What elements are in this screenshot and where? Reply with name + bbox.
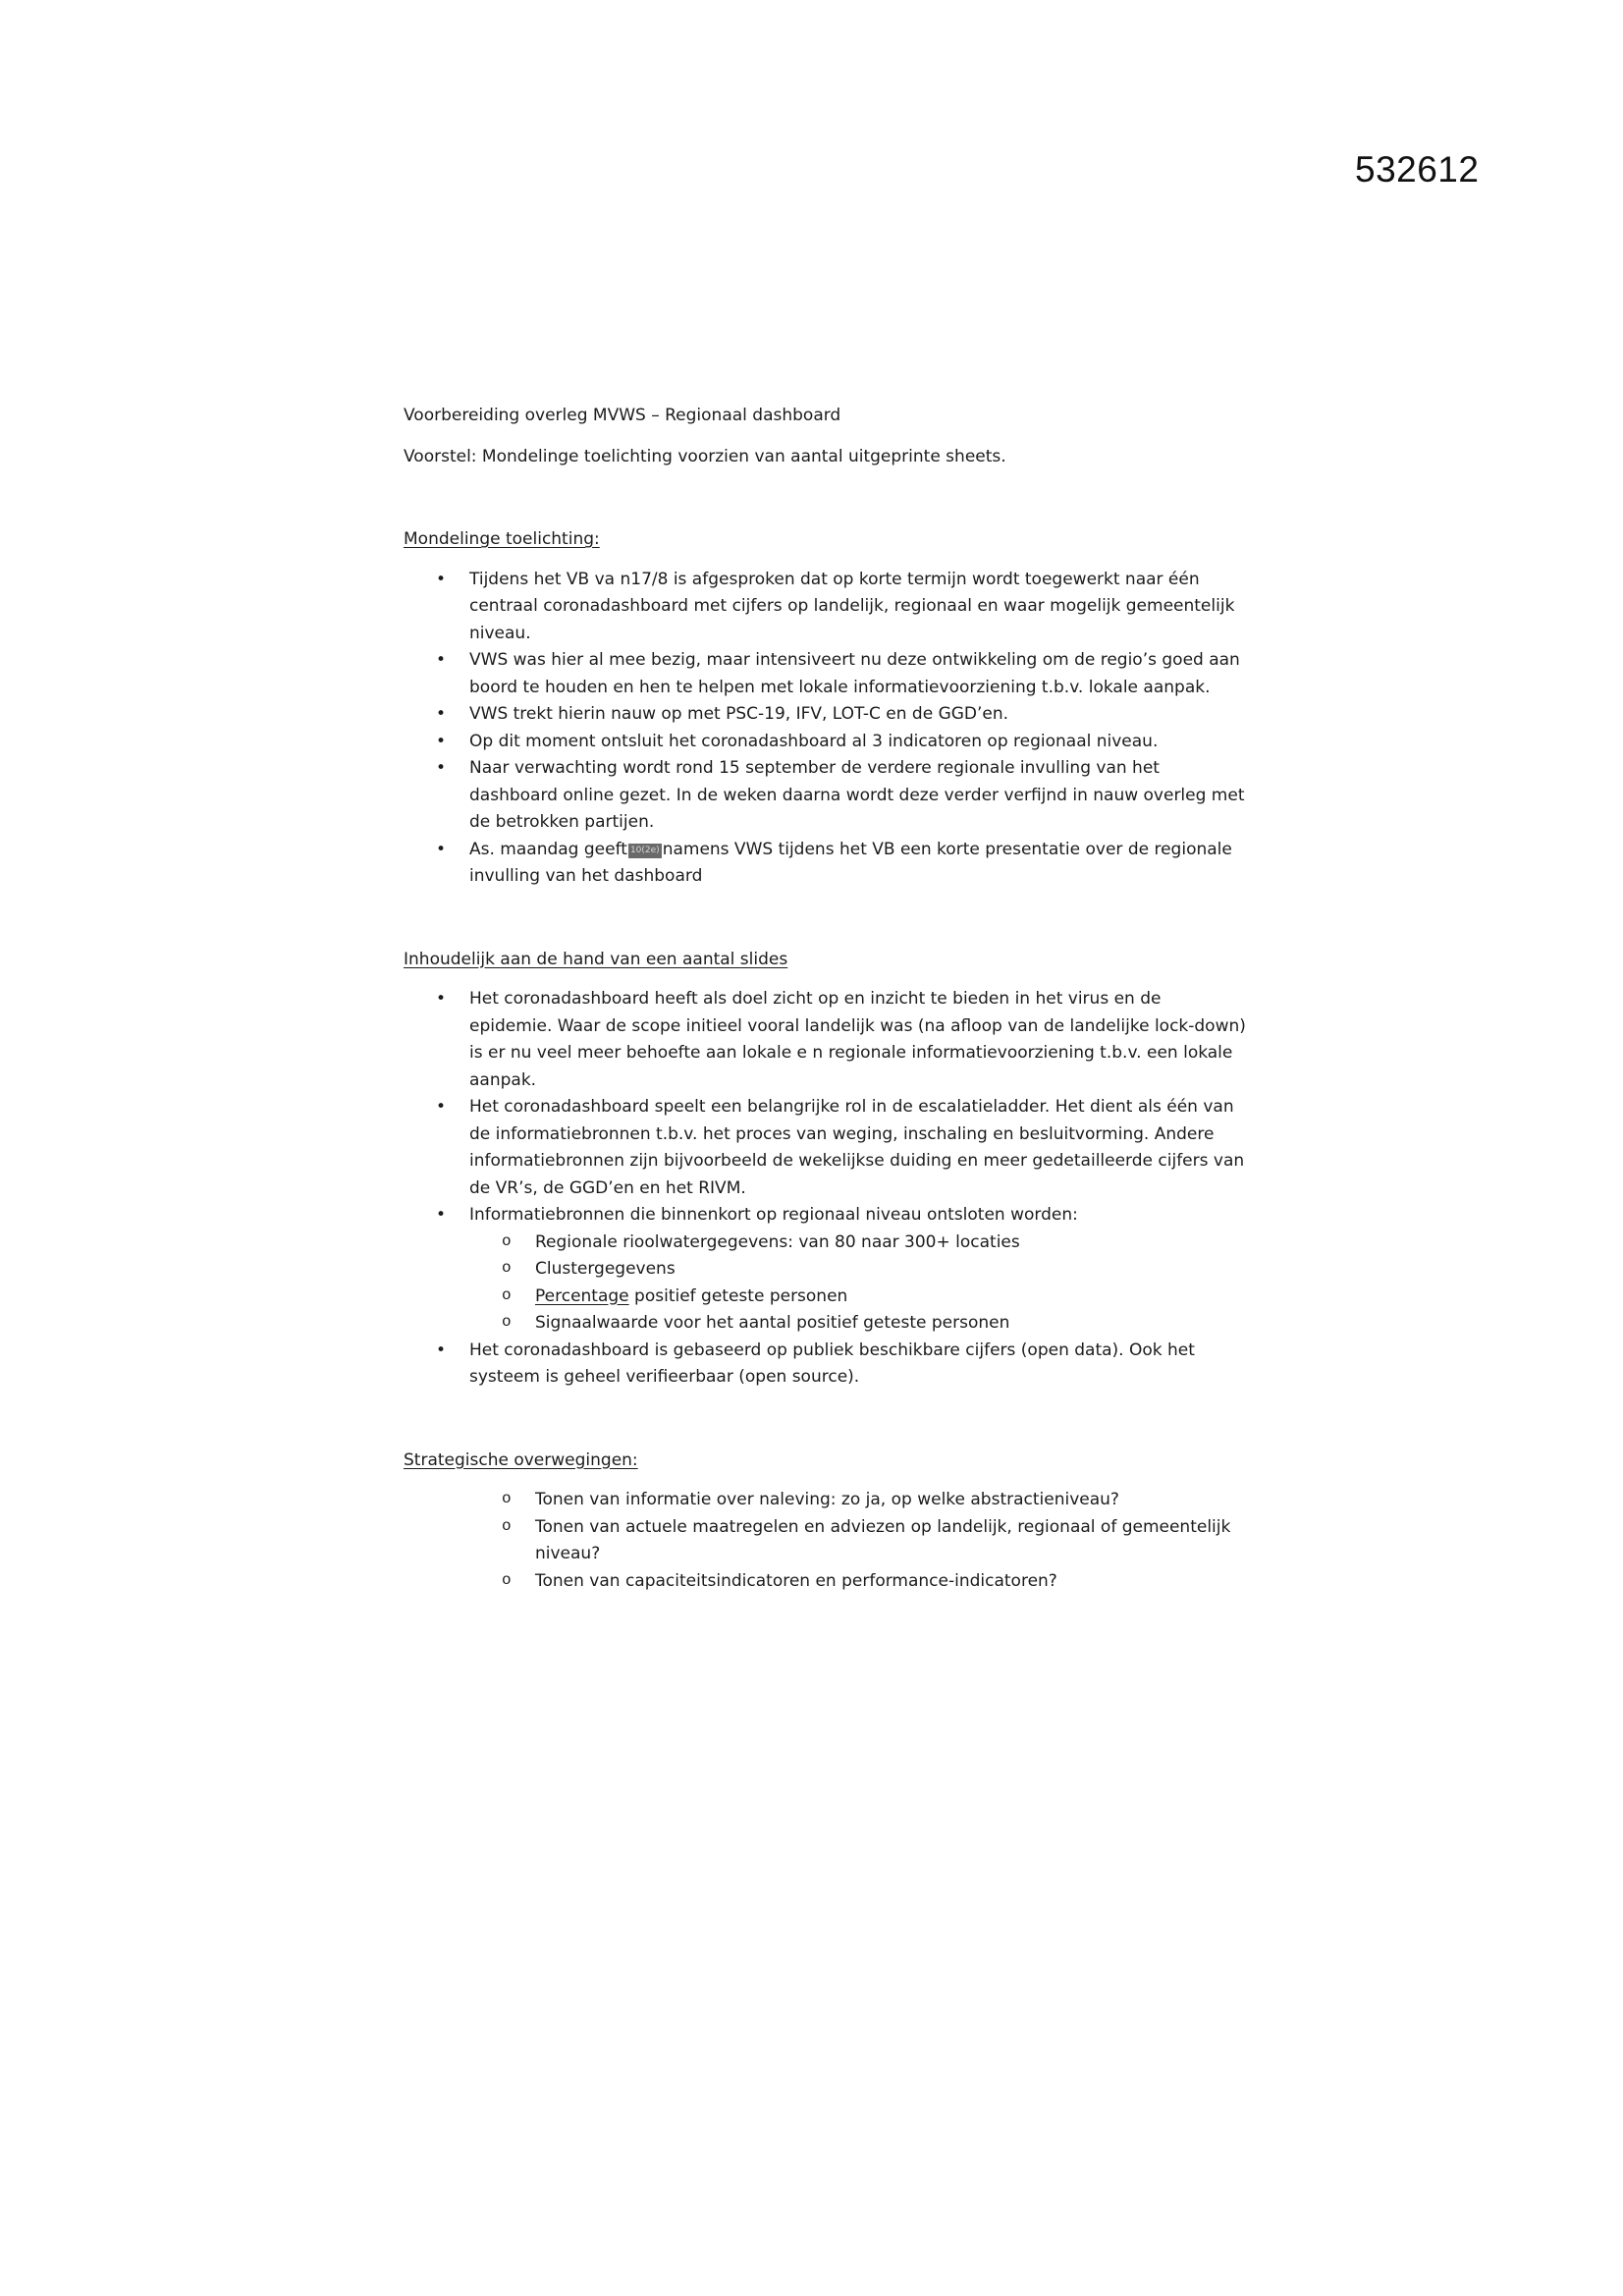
list-item: • Tijdens het VB va n17/8 is afgesproken dat op korte termijn wordt toegewerkt naar één centraal coronadashboard met cijfers op landelijk, regionaal en waar mogelijk gemeentelijk niveau.: [404, 567, 1248, 648]
list-item: [404, 1202, 1248, 1338]
sub-list-informatiebronnen: [469, 1230, 1248, 1338]
sub-list-item: o Clustergegevens: [469, 1256, 1248, 1284]
proposal-text: Voorstel: Mondelinge toelichting voorzien van aantal uitgeprinte sheets.: [404, 446, 1006, 466]
section-heading-mondelinge-toelichting: Mondelinge toelichting:: [404, 529, 600, 549]
list-item: [404, 837, 1248, 891]
sub-list-item: o Tonen van capaciteitsindicatoren en performance-indicatoren?: [404, 1568, 1248, 1596]
document-title: Voorbereiding overleg MVWS – Regionaal dashboard: [404, 406, 841, 425]
sub-list-item: o Regionale rioolwatergegevens: van 80 naar 300+ locaties: [469, 1230, 1248, 1257]
list-item-text: namens VWS tijdens het VB een korte presentatie over de regionale invulling van het dashboard: [469, 839, 1232, 886]
sub-list-item: o Tonen van informatie over naleving: zo ja, op welke abstractieniveau?: [404, 1487, 1248, 1514]
list-item-text: Informatiebronnen die binnenkort op regionaal niveau ontsloten worden:: [469, 1205, 1078, 1225]
sub-list-item-text: positief geteste personen: [628, 1285, 848, 1306]
list-item: • Naar verwachting wordt rond 15 september de verdere regionale invulling van het dashboard online gezet. In de weken daarna wordt deze verder verfijnd in nauw overleg met de betrokken partijen.: [404, 755, 1248, 837]
bullet-list-mondelinge-toelichting: [404, 567, 1248, 891]
list-item-text: As. maandag geeft: [469, 839, 627, 859]
list-item: • Het coronadashboard is gebaseerd op publiek beschikbare cijfers (open data). Ook het systeem is geheel verifieerbaar (open source).: [404, 1338, 1248, 1392]
sub-list-item: [469, 1284, 1248, 1311]
bullet-list-inhoudelijk: [404, 986, 1248, 1392]
redaction-marker: 10(2e): [628, 844, 662, 858]
section-spacer: [404, 891, 1248, 947]
section-heading-strategische-overwegingen: Strategische overwegingen:: [404, 1449, 638, 1470]
list-item: • Het coronadashboard speelt een belangrijke rol in de escalatieladder. Het dient als één van de informatiebronnen t.b.v. het proces van weging, inschaling en besluitvorming. Andere informatiebronnen zijn bijvoorbeeld de wekelijkse duiding en meer gedetailleerde cijfers van de VR’s, de GGD’en en het RIVM.: [404, 1094, 1248, 1202]
document-number: 532612: [1355, 149, 1480, 190]
list-item: • VWS trekt hierin nauw op met PSC-19, IFV, LOT-C en de GGD’en.: [404, 701, 1248, 729]
sub-list-item: o Signaalwaarde voor het aantal positief geteste personen: [469, 1310, 1248, 1338]
list-item: • Het coronadashboard heeft als doel zicht op en inzicht te bieden in het virus en de epidemie. Waar de scope initieel vooral landelijk was (na afloop van de landelijke lock-down) is er nu veel meer behoefte aan lokale e n regionale informatievoorziening t.b.v. een lokale aanpak.: [404, 986, 1248, 1094]
underlined-word: Percentage: [535, 1285, 629, 1306]
circle-list-strategische-overwegingen: [404, 1487, 1248, 1595]
sub-list-item: o Tonen van actuele maatregelen en adviezen op landelijk, regionaal of gemeentelijk niveau?: [404, 1514, 1248, 1568]
section-spacer: [404, 1392, 1248, 1448]
list-item: • Op dit moment ontsluit het coronadashboard al 3 indicatoren op regionaal niveau.: [404, 729, 1248, 756]
section-heading-inhoudelijk: Inhoudelijk aan de hand van een aantal slides: [404, 949, 788, 969]
list-item: • VWS was hier al mee bezig, maar intensiveert nu deze ontwikkeling om de regio’s goed aan boord te houden en hen te helpen met lokale informatievoorziening t.b.v. lokale aanpak.: [404, 647, 1248, 701]
document-body: [404, 403, 1248, 1595]
